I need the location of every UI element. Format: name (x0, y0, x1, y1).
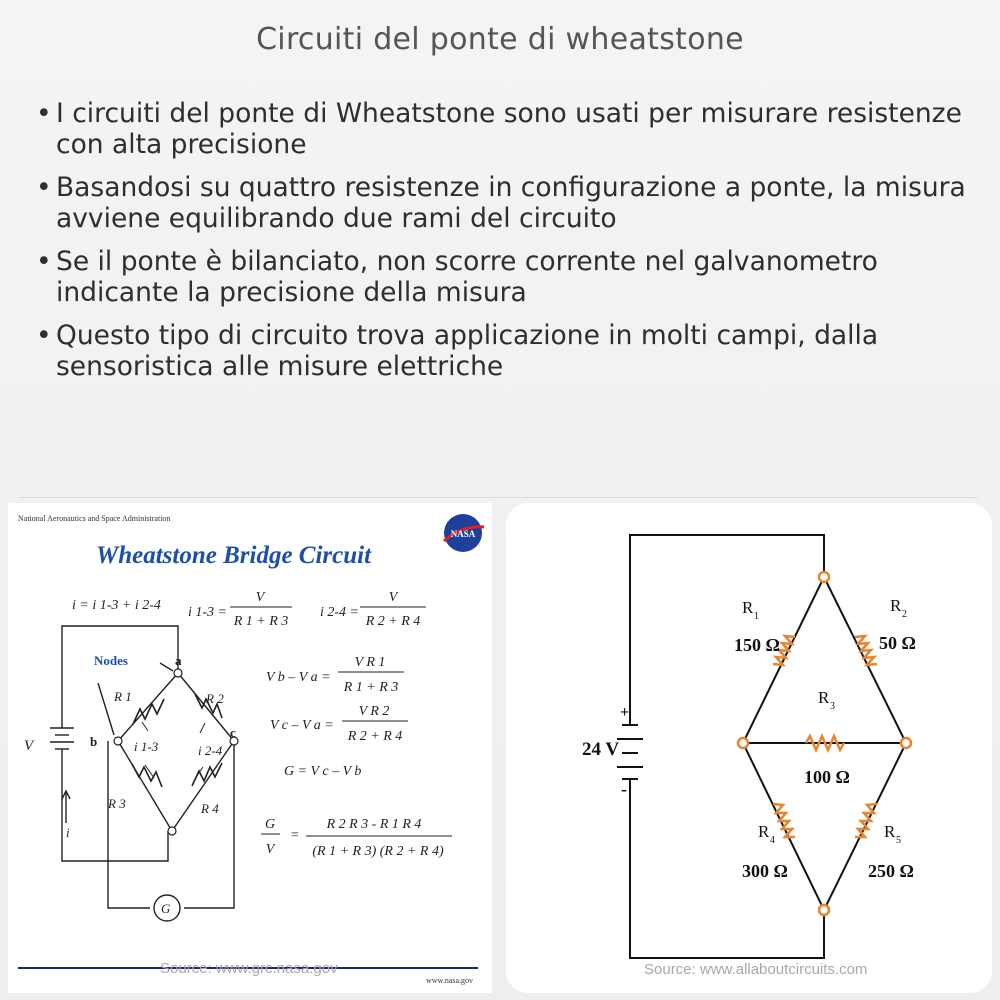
bridge-wires (630, 535, 906, 958)
eq-i24-num: V (388, 590, 398, 605)
r4-value: 300 Ω (742, 861, 788, 881)
r2-sub: 2 (902, 609, 907, 620)
node-left-icon (738, 738, 748, 748)
eq-i24-lhs: i 2-4 = (320, 605, 359, 620)
bullet-item: • Basandosi su quattro resistenze in configurazione a ponte, la misura avviene equilibrando due rami del circuito (36, 172, 966, 234)
label-nodes: Nodes (94, 653, 128, 668)
eq-g: G = V c – V b (284, 764, 362, 779)
r5-sub: 5 (896, 835, 901, 846)
eq-vba-num: V R 1 (354, 655, 386, 670)
label-i: i (66, 825, 70, 840)
logo-text: NASA (450, 529, 476, 539)
node-bottom-icon (819, 905, 829, 915)
figure-heading: Wheatstone Bridge Circuit (96, 542, 372, 569)
bridge-diagram (506, 503, 992, 993)
label-node-c: c (230, 725, 236, 740)
footer-url: www.nasa.gov (426, 976, 474, 985)
bullet-text: Se il ponte è bilanciato, non scorre corrente nel galvanometro indicante la precisione della misura (56, 246, 878, 308)
node-b-icon (114, 737, 122, 745)
battery-icon (617, 725, 643, 779)
bullet-text: Basandosi su quattro resistenze in configurazione a ponte, la misura avviene equilibrando due rami del circuito (56, 172, 966, 234)
eq-i13-den: R 1 + R 3 (233, 614, 289, 629)
bullet-text: I circuiti del ponte di Wheatstone sono usati per misurare resistenze con alta precisione (56, 98, 962, 160)
agency-label: National Aeronautics and Space Administration (18, 514, 171, 523)
resistor-r4-icon (773, 804, 795, 837)
r4-sub: 4 (770, 835, 775, 846)
r5-value: 250 Ω (868, 861, 914, 881)
resistor-r1-icon (133, 699, 164, 724)
nasa-circuit (50, 626, 234, 908)
bullet-item: • Questo tipo di circuito trova applicazione in molti campi, dalla sensoristica alle misure elettriche (36, 320, 879, 382)
eq-current: i = i 1-3 + i 2-4 (72, 598, 161, 613)
divider (18, 497, 978, 498)
eq-vba-lhs: V b – V a = (266, 670, 331, 685)
label-v: V (24, 738, 34, 754)
resistor-r4-icon (192, 763, 222, 786)
label-r4: R 4 (201, 801, 219, 816)
r5-label: R (884, 822, 896, 841)
minus-sign: - (621, 779, 627, 799)
node-bottom-icon (168, 827, 176, 835)
nasa-wheatstone-figure (8, 503, 492, 993)
r1-sub: 1 (754, 611, 759, 622)
label-i13: i 1-3 (134, 739, 159, 754)
nasa-logo-icon (444, 514, 484, 552)
bullet-item: • I circuiti del ponte di Wheatstone sono usati per misurare resistenze con alta precisione (36, 98, 962, 160)
eq-gv-lhs-num: G (264, 817, 276, 832)
r3-sub: 3 (830, 701, 835, 712)
eq-i13-lhs: i 1-3 = (188, 605, 227, 620)
eq-vca-lhs: V c – V a = (270, 718, 334, 733)
eq-vba-den: R 1 + R 3 (343, 680, 399, 695)
allaboutcircuits-figure (506, 503, 992, 993)
eq-i24-den: R 2 + R 4 (365, 614, 421, 629)
plus-sign: + (620, 704, 630, 721)
r3-value: 100 Ω (804, 767, 850, 787)
node-a-icon (174, 669, 182, 677)
bullet-text: Questo tipo di circuito trova applicazione in molti campi, dalla sensoristica alle misure elettriche (56, 320, 879, 382)
label-i24: i 2-4 (198, 743, 223, 758)
eq-i13-num: V (255, 590, 265, 605)
resistor-r3-icon (806, 736, 844, 750)
r3-label: R (818, 688, 830, 707)
bullet-list (30, 98, 980, 394)
label-r2: R 2 (206, 691, 224, 706)
label-node-b: b (90, 734, 98, 749)
label-r1: R 1 (114, 689, 132, 704)
label-r3: R 3 (108, 796, 126, 811)
r1-value: 150 Ω (734, 635, 780, 655)
r4-label: R (758, 822, 770, 841)
bullet-item: • Se il ponte è bilanciato, non scorre corrente nel galvanometro indicante la precisione della misura (36, 246, 878, 308)
eq-gv-lhs-den: V (265, 842, 275, 857)
r2-value: 50 Ω (879, 633, 916, 653)
eq-gv-den: (R 1 + R 3) (R 2 + R 4) (312, 844, 444, 859)
label-node-a: a (175, 653, 182, 668)
r2-label: R (890, 596, 902, 615)
source-left: Source: www.grc.nasa.gov (160, 960, 338, 977)
eq-vca-num: V R 2 (358, 704, 390, 719)
eq-gv-num: R 2 R 3 - R 1 R 4 (326, 817, 422, 832)
eq-gv-eq: = (290, 828, 300, 843)
eq-vca-den: R 2 + R 4 (347, 729, 403, 744)
node-right-icon (901, 738, 911, 748)
r1-label: R (742, 598, 754, 617)
label-g: G (161, 901, 171, 916)
node-top-icon (819, 572, 829, 582)
slide-title: Circuiti del ponte di wheatstone (256, 22, 744, 57)
source-right: Source: www.allaboutcircuits.com (644, 961, 868, 978)
nasa-diagram (8, 503, 492, 993)
voltage-label: 24 V (582, 739, 620, 760)
